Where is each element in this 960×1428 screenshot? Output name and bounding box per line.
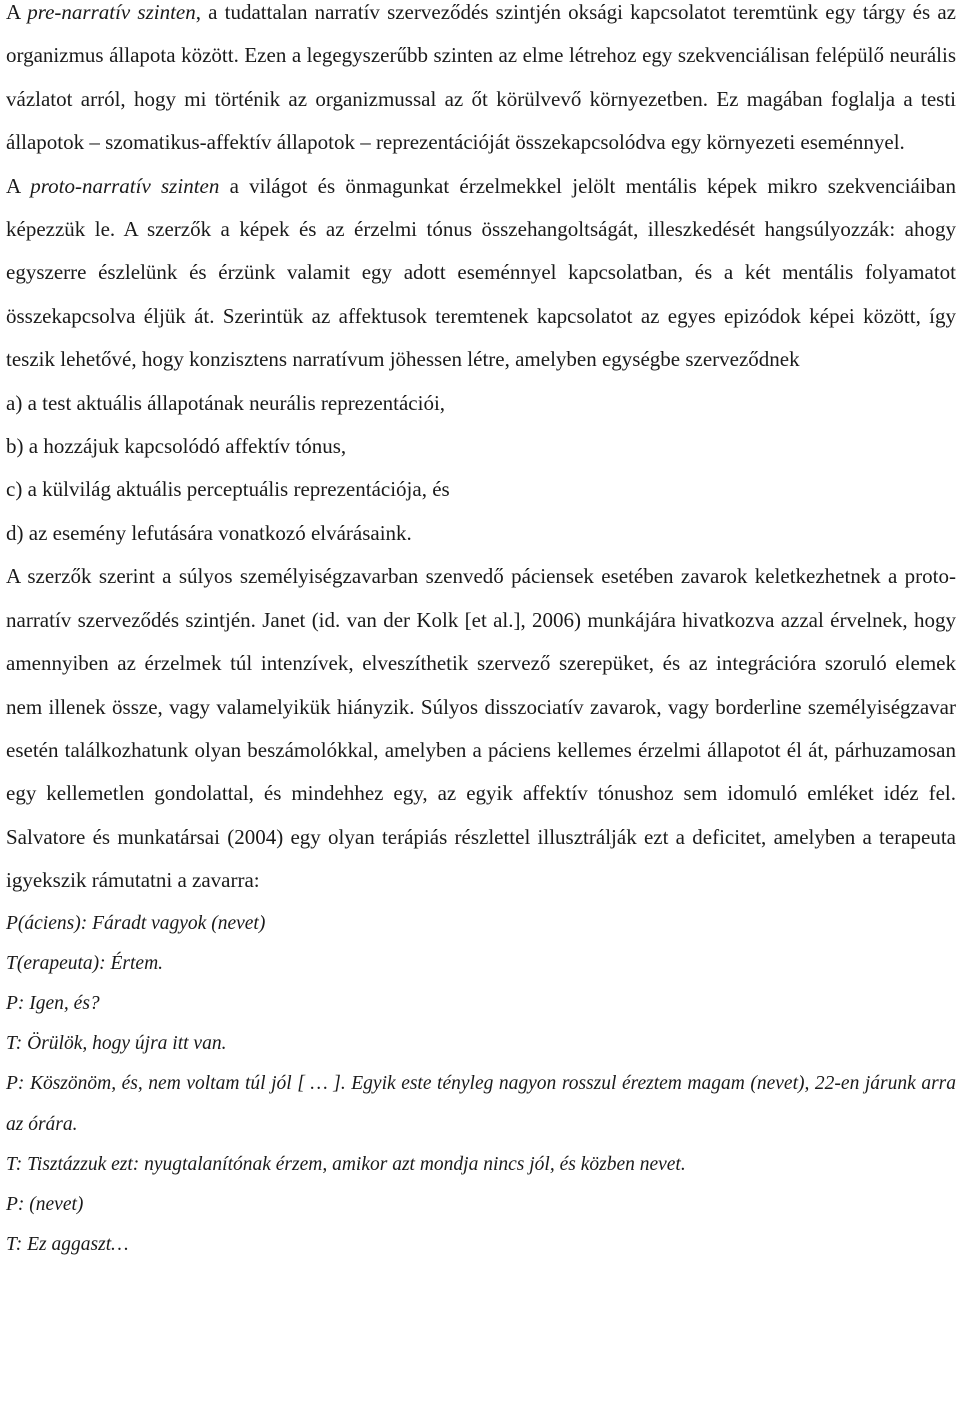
- dialogue-line: T: Tisztázzuk ezt: nyugtalanítónak érzem, amikor azt mondja nincs jól, és közben nevet.: [6, 1153, 686, 1175]
- dialogue-line: T(erapeuta): Értem.: [6, 952, 164, 974]
- term-proto-narrative: proto-narratív szinten: [30, 173, 220, 198]
- paragraph-rest: a világot és önmagunkat érzelmekkel jelölt mentális képek mikro szekvenciáiban képezzük le. A szerzők a képek és az érzelmi tónus összehangoltságát, illeszkedését hangsúlyozzák: ahogy egyszerre észlelünk és érzünk valamit egy adott eseménnyel kapcsolatban, és a két mentális folyamatot összekapcsolva éljük át. Szerintük az affektusok teremtenek kapcsolatot az egyes epizódok képei között, így teszik lehetővé, hogy konzisztens narratívum jöhessen létre, amelyben egységbe szerveződnek: [6, 173, 957, 372]
- paragraph-pre-narrative: [6, 0, 956, 165]
- list-item-c: c) a külvilág aktuális perceptuális reprezentációja, és: [6, 477, 450, 502]
- list-item-b: b) a hozzájuk kapcsolódó affektív tónus,: [6, 434, 347, 459]
- dialogue-line: P(áciens): Fáradt vagyok (nevet): [6, 912, 266, 934]
- dialogue-line: T: Ez aggaszt…: [6, 1234, 129, 1256]
- list-item-a: a) a test aktuális állapotának neurális reprezentációi,: [6, 390, 446, 415]
- dialogue-line: P: Köszönöm, és, nem voltam túl jól [ … ]. Egyik este tényleg nagyon rosszul éreztem magam (nevet), 22-en járunk arra az órára.: [6, 1073, 956, 1135]
- therapy-dialogue: [6, 904, 956, 1266]
- paragraph-personality-disorders: A szerzők szerint a súlyos személyiségzavarban szenvedő páciensek esetében zavarok keletkezhetnek a proto-narratív szerveződés szintjén. Janet (id. van der Kolk [et al.], 2006) munkájára hivatkozva azzal érvelnek, hogy amennyiben az érzelmek túl intenzívek, elveszíthetik szervező szerepüket, és az integrációra szoruló elemek nem illenek össze, vagy valamelyikük hiányzik. Súlyos disszociatív zavarok, vagy borderline személyiségzavar esetén találkozhatunk olyan beszámolókkal, amelyben a páciens kellemes érzelmi állapotot él át, párhuzamosan egy kellemetlen gondolattal, és mindehhez egy, az egyik affektív tónushoz sem idomuló emléket idéz fel. Salvatore és munkatársai (2004) egy olyan terápiás részlettel illusztrálják ezt a deficitet, amelyben a terapeuta igyekszik rámutatni a zavarra:: [6, 564, 956, 893]
- dialogue-line: T: Örülök, hogy újra itt van.: [6, 1033, 227, 1055]
- paragraph-start: A: [6, 0, 28, 24]
- paragraph-rest: , a tudattalan narratív szerveződés szintjén oksági kapcsolatot teremtünk egy tárgy és az organizmus állapota között. Ezen a legegyszerűbb szinten az elme létrehoz egy szekvenciálisan felépülő neurális vázlatot arról, hogy mi történik az organizmussal az őt körülvevő környezetben. Ez magában foglalja a testi állapotok – szomatikus-affektív állapotok – reprezentációját összekapcsolódva egy környezeti eseménnyel.: [6, 0, 956, 155]
- paragraph-start: A: [6, 173, 31, 198]
- list-item-d: d) az esemény lefutására vonatkozó elvárásaink.: [6, 520, 412, 545]
- paragraph-proto-narrative: [6, 165, 956, 382]
- dialogue-line: P: (nevet): [6, 1193, 84, 1215]
- term-pre-narrative: pre-narratív szinten: [27, 0, 196, 24]
- dialogue-line: P: Igen, és?: [6, 992, 100, 1014]
